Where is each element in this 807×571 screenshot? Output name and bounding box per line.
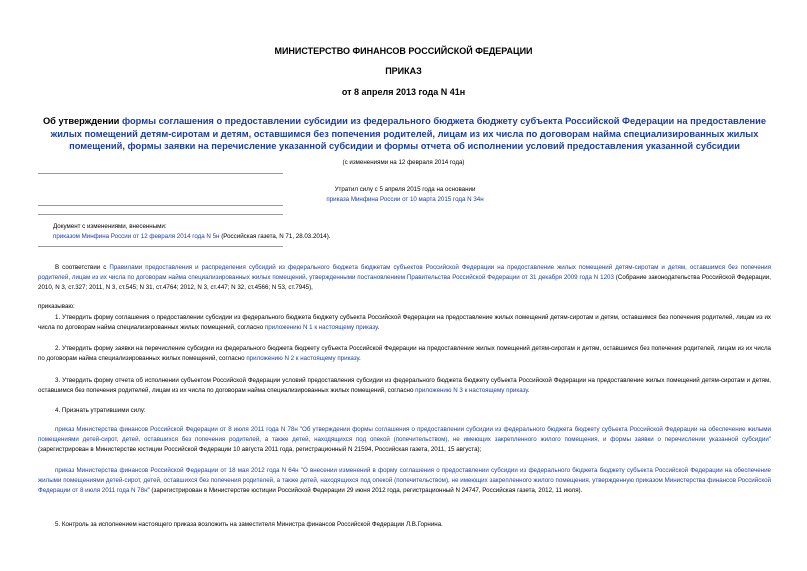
item-2: 2. Утвердить форму заявки на перечисление субсидии из федерального бюджета бюджету субъекта Российской Федерации на предоставление жилых помещений детям-сиротам и детям, оставшимся без попечения родителей, лицам из их числа по договорам найма специализированных жилых помещений, согласно приложению N 2 к настоящему приказу. xyxy=(38,345,771,362)
order-64n-link[interactable]: приказ Министерства финансов Российской Федерации от 18 мая 2012 года N 64н "О внесении изменений в форму соглашения о предоставлении субсидии из федерального бюджета бюджету субъекта Российской Федерации на обеспечение жилыми помещениями детей-сирот, детей, оставшихся без попечения родителей, а также детей, находящихся под опекой (попечительством), не имеющих закрепленного жилого помещения, утвержденную xyxy=(38,467,771,484)
changes-label: Документ с изменениями, внесенными: xyxy=(53,223,167,230)
lost-force-text: Утратил силу с 5 апреля 2015 года на основании xyxy=(334,186,476,193)
repealed-order-78n: приказ Министерства финансов Российской Федерации от 8 июля 2011 года N 78н "Об утверждении формы соглашения о предоставлении субсидии из федерального бюджета бюджету субъекта Российской Федерации на обеспечение жилыми помещениями детей-сирот, детей, оставшихся без попечения родителей, а также детей, находящихся под опекой (попечительством), не имеющих закрепленного жилого помещения, и формы заявки о перечислении указанной субсидии" (зарегистрирован в Министерстве юстиции Российской Федерации 10 августа 2011 года, регистрационный N 21594, Российская газета, 2011, 15 августа); xyxy=(38,426,771,453)
lost-force-link[interactable]: приказа Минфина России от 10 марта 2015 года N 34н xyxy=(326,196,484,203)
item-5: 5. Контроль за исполнением настоящего приказа возложить на заместителя Министра финансов Российской Федерации Л.В.Горнина. xyxy=(55,521,443,528)
repealed-order-64n: приказ Министерства финансов Российской Федерации от 18 мая 2012 года N 64н "О внесении изменений в форму соглашения о предоставлении субсидии из федерального бюджета бюджету субъекта Российской Федерации на обеспечение жилыми помещениями детей-сирот, детей, оставшихся без попечения родителей, а также детей, находящихся под опекой (попечительством), не имеющих закрепленного жилого помещения, утвержденную приказом Министерства финансов Российской Федерации от 8 июля 2011 года N 78н" (зарегистрирован в Министерстве юстиции Российской Федерации 29 июня 2012 года, регистрационный N 24747, Российская газета, 2012, 11 июля). xyxy=(38,467,771,494)
changes-source: (Российская газета, N 71, 28.03.2014). xyxy=(219,233,331,240)
lost-force-note xyxy=(300,185,510,205)
item-3: 3. Утвердить форму отчета об исполнении субъектом Российской Федерации условий предоставления субсидии из федерального бюджета бюджету субъекта Российской Федерации на предоставление жилых помещений детям-сиротам и детям, оставшимся без попечения родителей, лицам из их числа по договорам найма специализированных жилых помещений, согласно приложению N 3 к настоящему приказу. xyxy=(38,377,771,394)
item-1: 1. Утвердить форму соглашения о предоставлении субсидии из федерального бюджета бюджету субъекта Российской Федерации на предоставление жилых помещений детям-сиротам и детям, оставшимся без попечения родителей, лицам из их числа по договорам найма специализированных жилых помещений, согласно приложению N 1 к настоящему приказу. xyxy=(38,314,771,331)
appendix-1-link[interactable]: приложению N 1 к настоящему приказу xyxy=(264,323,378,331)
date-number-heading: от 8 апреля 2013 года N 41н xyxy=(341,87,466,97)
divider xyxy=(38,246,283,247)
item-4: 4. Признать утратившими силу: xyxy=(55,407,146,414)
title-link[interactable]: формы соглашения о предоставлении субсидии из федерального бюджета бюджету субъекта Российской Федерации на предоставление жилых помещений детям-сиротам и детям, оставшимся без попечения родителей, лицам из их числа по договорам найма специализированных жилых помещений, формы заявки на перечисление указанной субсидии и формы отчета об исполнении условий предоставления указанной субсидии xyxy=(50,116,767,151)
appendix-3-link[interactable]: приложению N 3 к настоящему приказу xyxy=(415,386,528,394)
document-title xyxy=(30,115,779,153)
changes-link[interactable]: приказом Минфина России от 12 февраля 2014 года N 5н xyxy=(53,233,220,240)
amendments-note: (с изменениями на 12 февраля 2014 года) xyxy=(342,159,465,166)
order-78n-ref-link[interactable]: приказом Министерства финансов Российской Федерации от 8 июля 2011 года N 78н xyxy=(38,476,771,494)
order-78n-link[interactable]: приказ Министерства финансов Российской Федерации от 8 июля 2011 года N 78н "Об утверждении формы соглашения о предоставлении субсидии из федерального бюджета бюджету субъекта Российской Федерации на обеспечение жилыми помещениями детей-сирот, детей, оставшихся без попечения родителей, а также детей, находящихся под опекой (попечительством), не имеющих закрепленного жилого помещения, и формы заявки о перечислении указанной субсидии" xyxy=(38,426,771,443)
doc-type-heading: ПРИКАЗ xyxy=(385,66,422,76)
divider xyxy=(38,173,283,174)
orders-line: приказываю: xyxy=(38,303,75,310)
appendix-2-link[interactable]: приложению N 2 к настоящему приказу xyxy=(246,354,360,362)
divider xyxy=(38,214,283,215)
title-prefix: Об утверждении xyxy=(42,116,122,126)
changes-block xyxy=(53,222,383,242)
preamble-paragraph: В соответствии с Правилами предоставления и распределения субсидий из федерального бюджета бюджетам субъектов Российской Федерации на предоставление жилых помещений детям-сиротам и детям, оставшимся без попечения родителей, лицам из их числа по договорам найма специализированных жилых помещений, утвержденными постановлением Правительства Российской Федерации от 31 декабря 2009 года N 1203 (Собрание законодательства Российской Федерации, 2010, N 3, ст.327; 2011, N 3, ст.545; N 31, ст.4764; 2012, N 3, ст.447; N 32, ст.4566; N 53, ст.7945), xyxy=(38,264,771,291)
ministry-heading: МИНИСТЕРСТВО ФИНАНСОВ РОССИЙСКОЙ ФЕДЕРАЦИИ xyxy=(274,46,533,56)
divider xyxy=(38,205,283,206)
rules-link[interactable]: Правилами предоставления и распределения субсидий из федерального бюджета бюджетам субъектов Российской Федерации на предоставление жилых помещений детям-сиротам и детям, оставшимся без попечения родителей, лицам из их числа по договорам найма специализированных жилых помещений, утвержденными постановлением Правительства Российской Федерации от 31 декабря 2009 года N 1203 xyxy=(38,264,771,281)
